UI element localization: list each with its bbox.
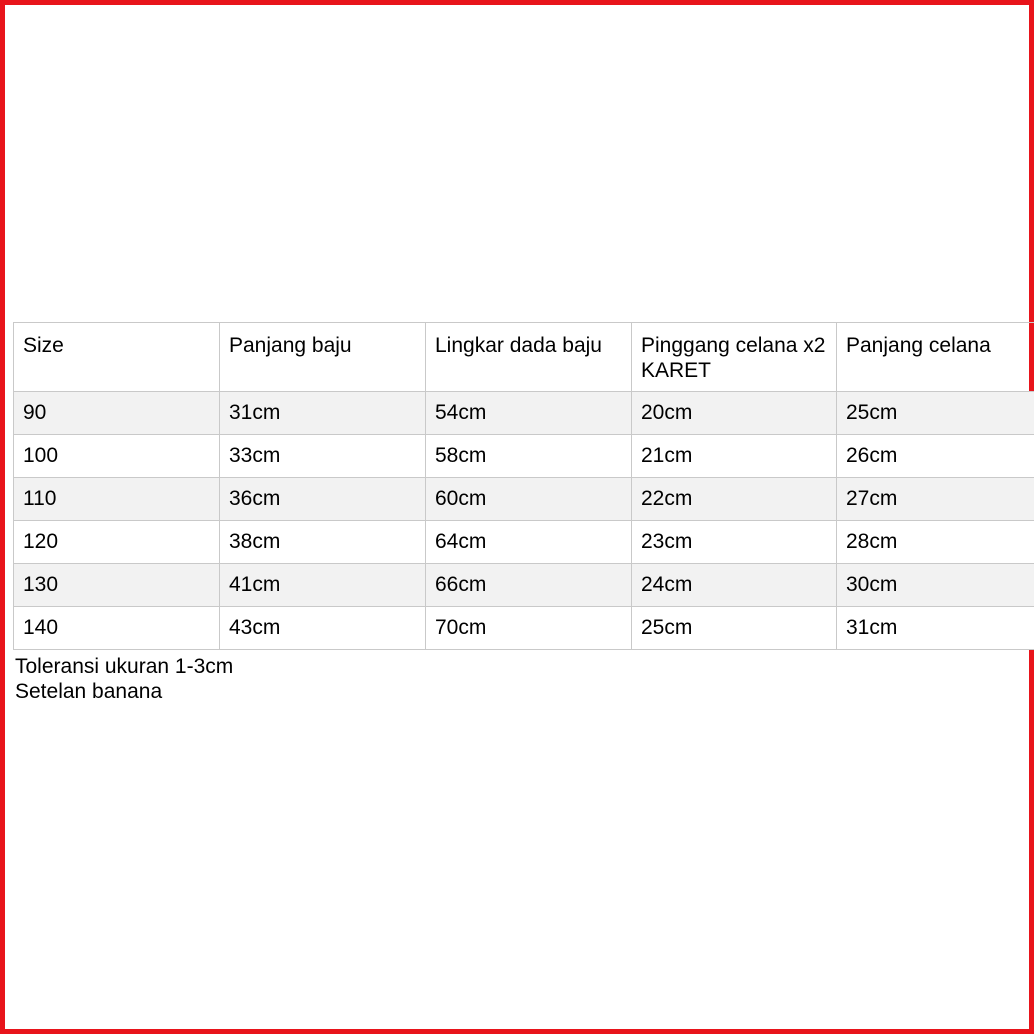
table-cell: 64cm [426,521,632,564]
notes [13,654,1034,704]
table-cell: 120 [14,521,220,564]
table-row [14,435,1034,478]
table-cell: 110 [14,478,220,521]
size-table [13,322,1034,650]
table-cell: 70cm [426,607,632,650]
table-cell: 54cm [426,392,632,435]
table-row [14,521,1034,564]
table-row [14,564,1034,607]
table-cell: 21cm [632,435,837,478]
table-cell: 24cm [632,564,837,607]
header-panjang-baju: Panjang baju [220,323,426,392]
table-cell: 27cm [837,478,1034,521]
table-cell: 23cm [632,521,837,564]
table-cell: 100 [14,435,220,478]
header-size: Size [14,323,220,392]
table-cell: 41cm [220,564,426,607]
table-cell: 26cm [837,435,1034,478]
table-cell: 36cm [220,478,426,521]
header-lingkar-dada-baju: Lingkar dada baju [426,323,632,392]
table-header-row [14,323,1034,392]
table-cell: 20cm [632,392,837,435]
table-row [14,392,1034,435]
table-cell: 60cm [426,478,632,521]
table-cell: 31cm [837,607,1034,650]
table-cell: 130 [14,564,220,607]
table-cell: 25cm [837,392,1034,435]
table-cell: 90 [14,392,220,435]
table-row [14,478,1034,521]
table-cell: 25cm [632,607,837,650]
table-cell: 66cm [426,564,632,607]
table-row [14,607,1034,650]
table-cell: 31cm [220,392,426,435]
product-name: Setelan banana [15,680,163,703]
table-cell: 28cm [837,521,1034,564]
table-cell: 38cm [220,521,426,564]
header-panjang-celana: Panjang celana [837,323,1034,392]
table-cell: 43cm [220,607,426,650]
tolerance-note: Toleransi ukuran 1-3cm [15,655,234,678]
table-cell: 30cm [837,564,1034,607]
table-cell: 58cm [426,435,632,478]
table-cell: 33cm [220,435,426,478]
size-chart [13,322,1034,704]
table-cell: 22cm [632,478,837,521]
table-cell: 140 [14,607,220,650]
header-pinggang-celana: Pinggang celana x2 KARET [632,323,837,392]
